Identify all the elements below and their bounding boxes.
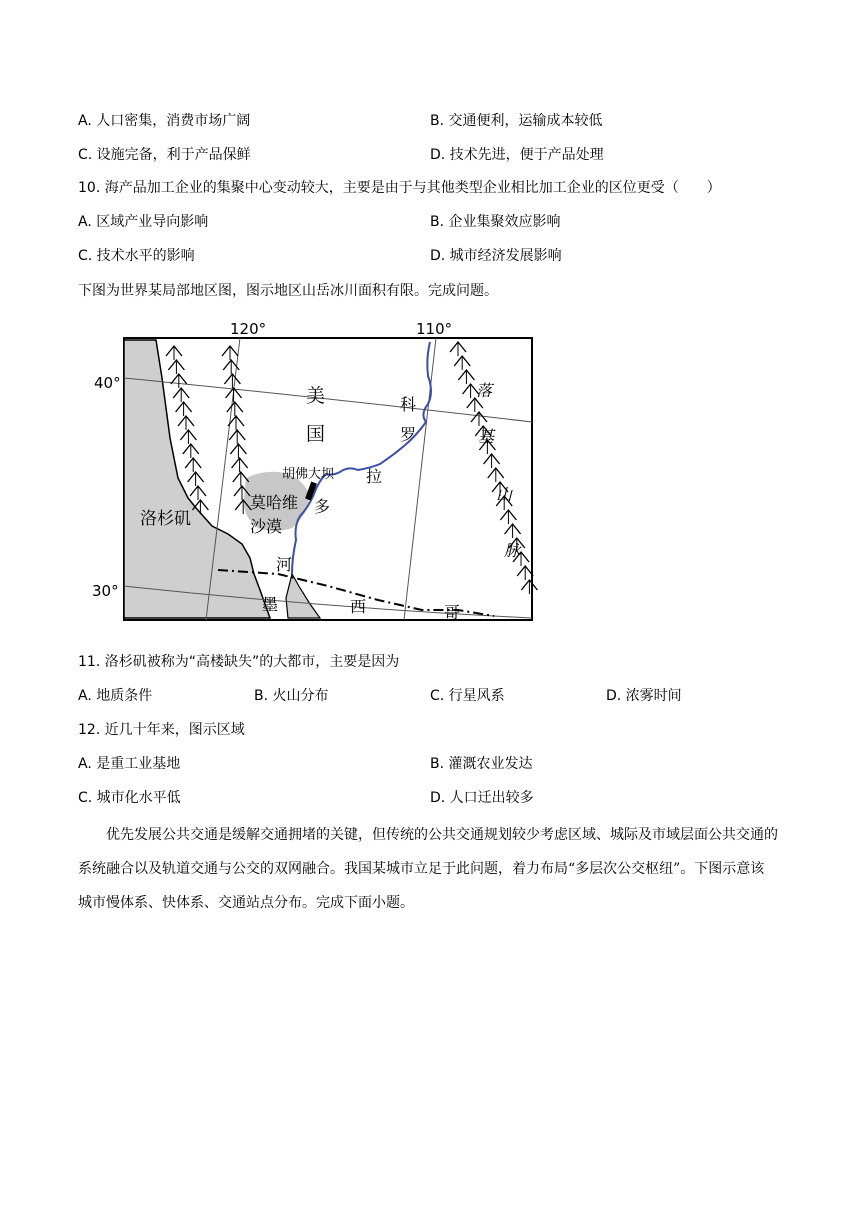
q10-option-a: A. 区域产业导向影响 (78, 214, 209, 230)
lon-110-label: 110° (416, 320, 453, 338)
q9-option-b: B. 交通便利，运输成本较低 (430, 113, 603, 129)
los-angeles-label: 洛杉矶 (140, 509, 191, 529)
rockies-label-4: 脉 (504, 541, 521, 560)
mexico-label-2: 西 (350, 597, 367, 616)
colorado-label-1: 科 (400, 395, 417, 414)
q10-option-d: D. 城市经济发展影响 (430, 248, 562, 264)
q11-option-d: D. 浓雾时间 (606, 688, 682, 704)
colorado-label-3: 拉 (366, 467, 383, 486)
usa-label-1: 美 (306, 385, 326, 407)
lat-40-label: 40° (94, 374, 121, 392)
q12-option-d: D. 人口迁出较多 (430, 790, 534, 806)
hoover-dam-label: 胡佛大坝 (282, 467, 335, 482)
colorado-label-5: 河 (276, 555, 293, 574)
rockies-label-3: 山 (496, 485, 513, 504)
q10-option-b: B. 企业集聚效应影响 (430, 214, 561, 230)
rockies-label-2: 基 (478, 427, 495, 446)
q12-option-b: B. 灌溉农业发达 (430, 756, 533, 772)
mojave-label-1: 莫哈维 (250, 493, 299, 512)
q11-option-a: A. 地质条件 (78, 688, 153, 704)
q9-option-d: D. 技术先进，便于产品处理 (430, 147, 604, 163)
passage-paragraph: 优先发展公共交通是缓解交通拥堵的关键，但传统的公共交通规划较少考虑区域、城际及市域层面公共交通的系统融合以及轨道交通与公交的双网融合。我国某城市立足于此问题，着力布局“多层次公交枢纽”。下图示意该城市慢体系、快体系、交通站点分布。完成下面小题。 (78, 827, 778, 911)
rockies-label-1: 落 (476, 381, 493, 400)
mojave-label-2: 沙漠 (250, 517, 283, 536)
q12-option-a: A. 是重工业基地 (78, 756, 181, 772)
q11-option-b: B. 火山分布 (254, 688, 329, 704)
map-figure (78, 318, 538, 628)
mexico-label-3: 哥 (444, 603, 461, 622)
q9-option-a: A. 人口密集，消费市场广阔 (78, 113, 251, 129)
lat-30-label: 30° (92, 582, 119, 600)
colorado-label-2: 罗 (400, 425, 417, 444)
colorado-label-4: 多 (314, 497, 331, 516)
lon-120-label: 120° (230, 320, 267, 338)
q12-option-c: C. 城市化水平低 (78, 790, 181, 806)
q11-option-c: C. 行星风系 (430, 688, 505, 704)
map-intro: 下图为世界某局部地区图，图示地区山岳冰川面积有限。完成问题。 (78, 283, 498, 299)
q9-option-c: C. 设施完备，利于产品保鲜 (78, 147, 251, 163)
usa-label-2: 国 (306, 423, 326, 445)
mexico-label-1: 墨 (262, 595, 279, 614)
q11-stem: 11. 洛杉矶被称为“高楼缺失”的大都市，主要是因为 (78, 654, 400, 670)
q12-stem: 12. 近几十年来，图示区域 (78, 722, 245, 738)
q10-stem: 10. 海产品加工企业的集聚中心变动较大，主要是由于与其他类型企业相比加工企业的区位更受（ ） (78, 180, 721, 196)
q10-option-c: C. 技术水平的影响 (78, 248, 195, 264)
